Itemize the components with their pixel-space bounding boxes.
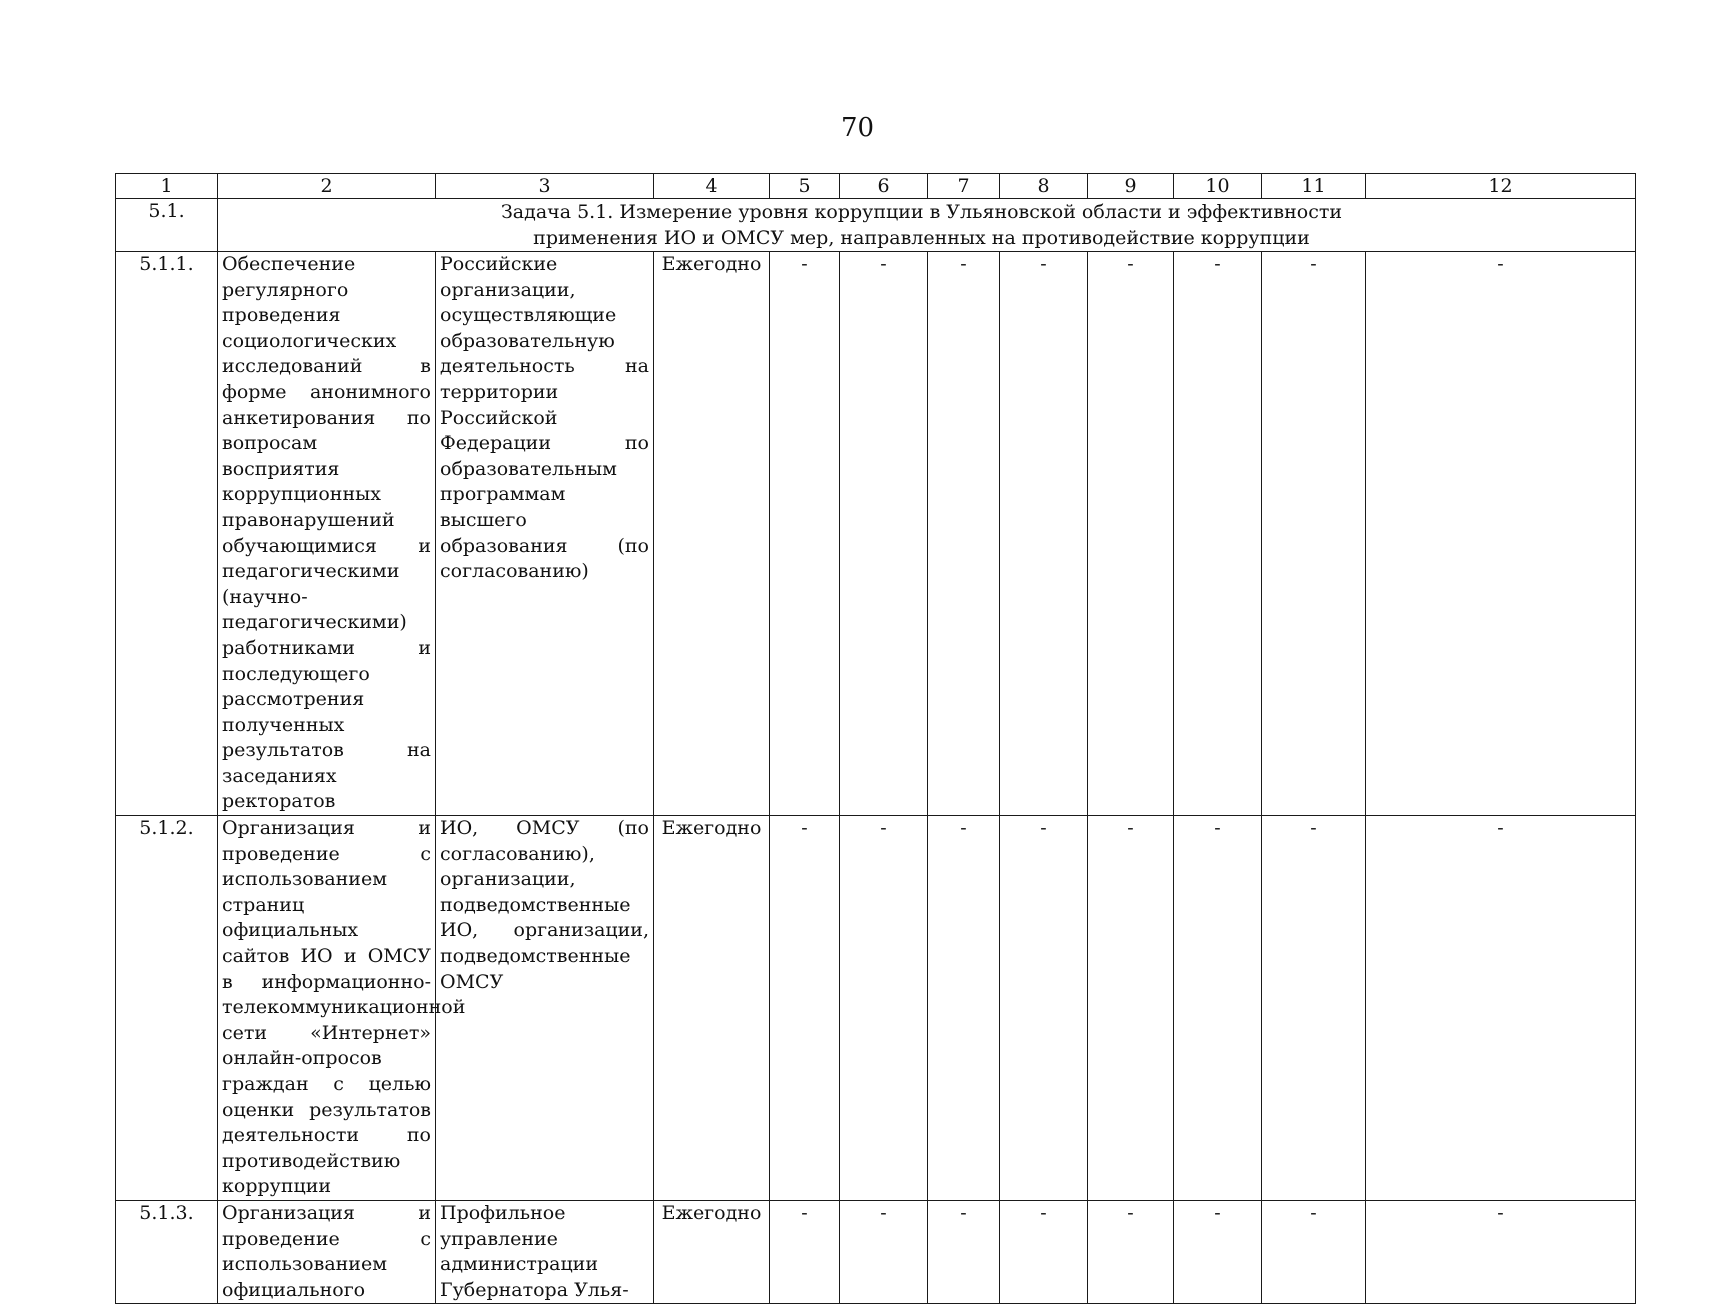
value-cell: -: [928, 252, 1000, 816]
column-number: 12: [1366, 174, 1636, 199]
column-number: 6: [840, 174, 928, 199]
row-number: 5.1.1.: [116, 252, 218, 816]
task-number: 5.1.: [116, 199, 218, 252]
column-number: 10: [1174, 174, 1262, 199]
value-cell: -: [1366, 252, 1636, 816]
value-cell: -: [1366, 1200, 1636, 1303]
value-cell: -: [1000, 816, 1088, 1201]
column-number: 1: [116, 174, 218, 199]
column-number: 7: [928, 174, 1000, 199]
table-row: [116, 1200, 1636, 1303]
value-cell: -: [1174, 252, 1262, 816]
measures-table: [115, 173, 1636, 1304]
value-cell: -: [1088, 816, 1174, 1201]
table-row: [116, 252, 1636, 816]
row-number: 5.1.3.: [116, 1200, 218, 1303]
column-number: 11: [1262, 174, 1366, 199]
column-number-row: [116, 174, 1636, 199]
activity-cell: Организация и проведение с использованием страниц официальных сайтов ИО и ОМСУ в информационно-телекоммуникационной сети «Интернет» онлайн-опросов граждан с целью оценки результатов деятельности по противодействию коррупции: [218, 816, 436, 1201]
value-cell: -: [770, 252, 840, 816]
executor-cell: ИО, ОМСУ (по согласованию), организации, подведомственные ИО, организации, подведомственные ОМСУ: [436, 816, 654, 1201]
column-number: 3: [436, 174, 654, 199]
column-number: 4: [654, 174, 770, 199]
task-row: [116, 199, 1636, 252]
value-cell: -: [1000, 252, 1088, 816]
task-title: Задача 5.1. Измерение уровня коррупции в Ульяновской области и эффективности применения ИО и ОМСУ мер, направленных на противодействие коррупции: [218, 199, 1636, 252]
executor-cell: Российские организации, осуществляющие образовательную деятельность на территории Российской Федерации по образовательным программам высшего образования (по согласованию): [436, 252, 654, 816]
value-cell: -: [840, 816, 928, 1201]
value-cell: -: [928, 816, 1000, 1201]
value-cell: -: [1174, 816, 1262, 1201]
page-number: 70: [840, 113, 875, 143]
value-cell: -: [928, 1200, 1000, 1303]
period-cell: Ежегодно: [654, 816, 770, 1201]
value-cell: -: [1088, 1200, 1174, 1303]
value-cell: -: [770, 816, 840, 1201]
period-cell: Ежегодно: [654, 252, 770, 816]
period-cell: Ежегодно: [654, 1200, 770, 1303]
column-number: 2: [218, 174, 436, 199]
column-number: 5: [770, 174, 840, 199]
value-cell: -: [770, 1200, 840, 1303]
value-cell: -: [840, 1200, 928, 1303]
activity-cell: Организация и проведение с использованием официального: [218, 1200, 436, 1303]
activity-cell: Обеспечение регулярного проведения социологических исследований в форме анонимного анкетирования по вопросам восприятия коррупционных правонарушений обучающимися и педагогическими (научно-педагогическими) работниками и последующего рассмотрения полученных результатов на заседаниях ректоратов: [218, 252, 436, 816]
value-cell: -: [1174, 1200, 1262, 1303]
value-cell: -: [840, 252, 928, 816]
value-cell: -: [1000, 1200, 1088, 1303]
value-cell: -: [1262, 1200, 1366, 1303]
value-cell: -: [1262, 816, 1366, 1201]
column-number: 9: [1088, 174, 1174, 199]
value-cell: -: [1088, 252, 1174, 816]
executor-cell: Профильное управление администрации Губернатора Улья-: [436, 1200, 654, 1303]
value-cell: -: [1366, 816, 1636, 1201]
column-number: 8: [1000, 174, 1088, 199]
value-cell: -: [1262, 252, 1366, 816]
table-row: [116, 816, 1636, 1201]
row-number: 5.1.2.: [116, 816, 218, 1201]
